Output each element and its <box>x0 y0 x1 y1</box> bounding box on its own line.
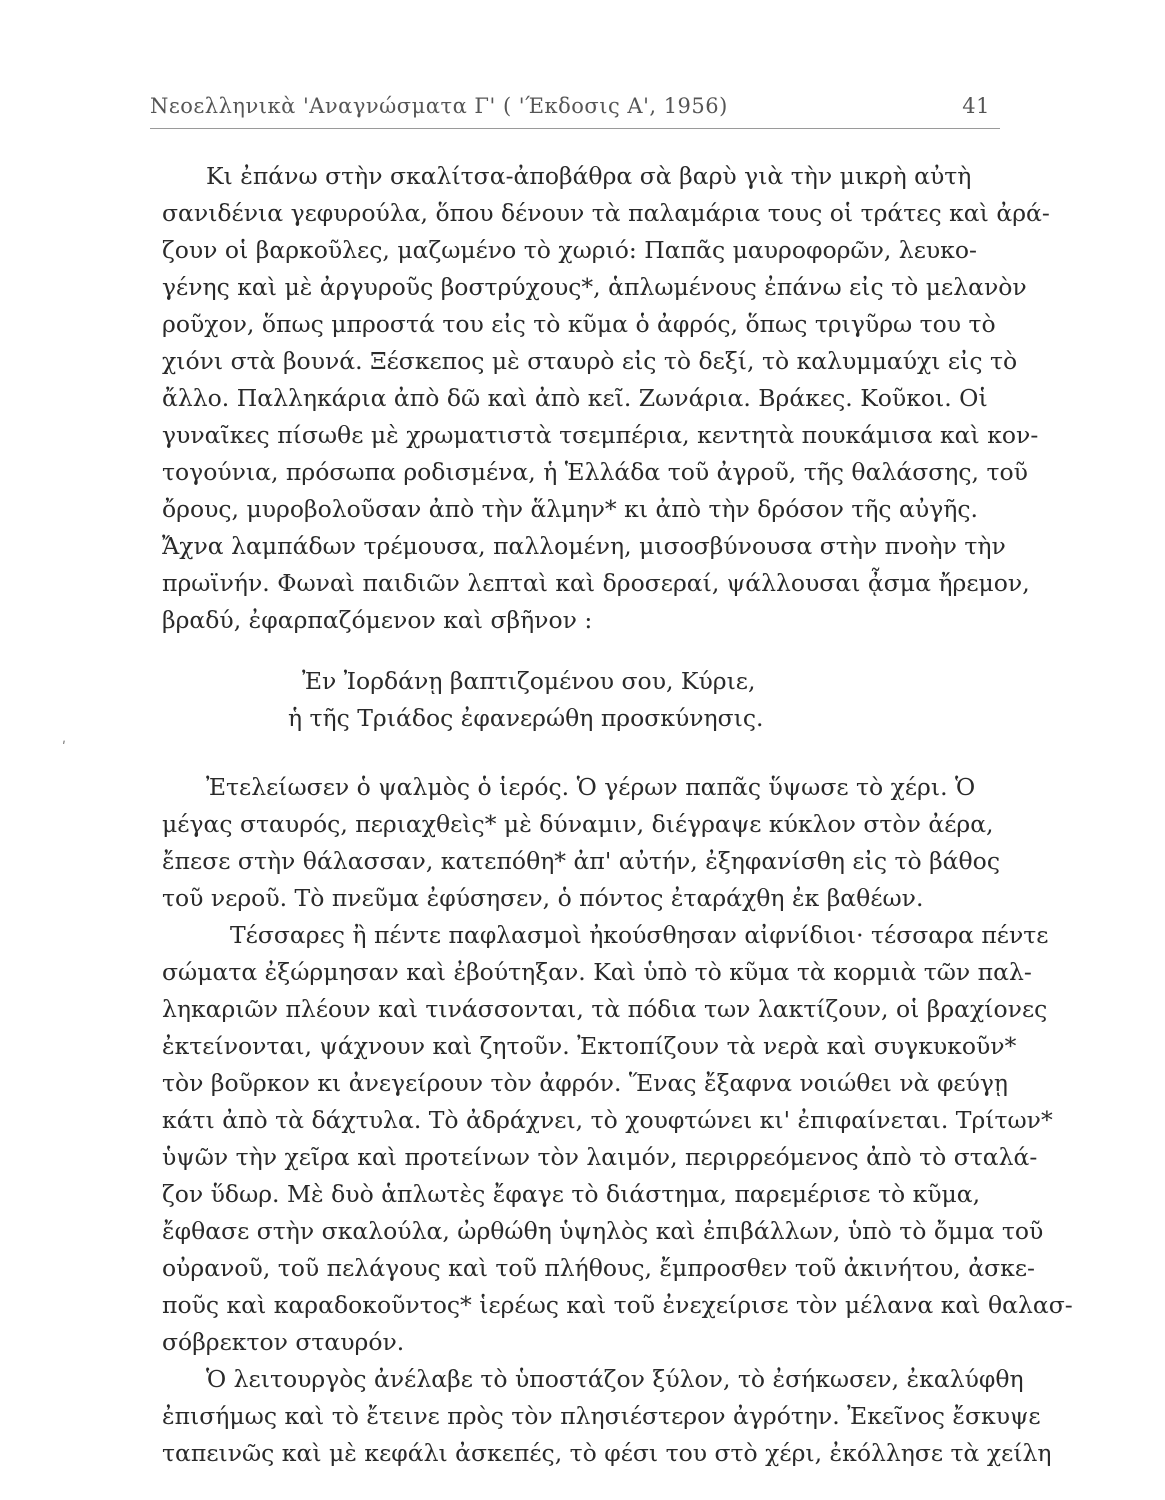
text-line: γυναῖκες πίσωθε μὲ χρωματιστὰ τσεμπέρια, κεντητὰ πουκάμισα καὶ κον- <box>162 421 1039 449</box>
text-line: ἔπεσε στὴν θάλασσαν, κατεπόθη* ἀπ' αὐτήν, ἐξηφανίσθη εἰς τὸ βάθος <box>162 847 1000 875</box>
text-line: τὸν βοῦρκον κι ἀνεγείρουν τὸν ἀφρόν. Ἕνας ἔξαφνα νοιώθει νὰ φεύγῃ <box>162 1069 1008 1097</box>
text-line: Τέσσαρες ἢ πέντε παφλασμοὶ ἠκούσθησαν αἰφνίδιοι· τέσσαρα πέντε <box>230 921 1049 949</box>
text-line: μέγας σταυρός, περιαχθεὶς* μὲ δύναμιν, διέγραψε κύκλον στὸν ἀέρα, <box>162 810 994 838</box>
body-text <box>162 158 1073 1472</box>
paragraph-3 <box>162 917 1073 1361</box>
text-line: ποῦς καὶ καραδοκοῦντος* ἱερέως καὶ τοῦ ἐνεχείρισε τὸν μέλανα καὶ θαλασ- <box>162 1291 1073 1319</box>
text-line: Ἄχνα λαμπάδων τρέμουσα, παλλομένη, μισοσβύνουσα στὴν πνοὴν τὴν <box>162 532 1006 560</box>
text-line: οὐρανοῦ, τοῦ πελάγους καὶ τοῦ πλήθους, ἔμπροσθεν τοῦ ἀκινήτου, ἀσκε- <box>162 1254 1035 1282</box>
text-line: ἐπισήμως καὶ τὸ ἔτεινε πρὸς τὸν πλησιέστερον ἀγρότην. Ἐκεῖνος ἔσκυψε <box>162 1402 1041 1430</box>
paragraph-1 <box>162 158 1050 639</box>
text-line: ἐκτείνονται, ψάχνουν καὶ ζητοῦν. Ἐκτοπίζουν τὰ νερὰ καὶ συγκυκοῦν* <box>162 1032 1017 1060</box>
header-title: Νεοελληνικὰ 'Αναγνώσματα Γ' ( 'Έκδοσις Α', 1956) <box>150 94 728 118</box>
text-line: ζον ὕδωρ. Μὲ δυὸ ἁπλωτὲς ἔφαγε τὸ διάστημα, παρεμέρισε τὸ κῦμα, <box>162 1180 981 1208</box>
text-line: ροῦχον, ὅπως μπροστά του εἰς τὸ κῦμα ὁ ἀφρός, ὅπως τριγῦρω του τὸ <box>162 310 996 338</box>
margin-mark: ʹ <box>62 740 66 756</box>
text-line: ἄλλο. Παλληκάρια ἀπὸ δῶ καὶ ἀπὸ κεῖ. Ζωνάρια. Βράκες. Κοῦκοι. Οἱ <box>162 384 988 412</box>
page-number: 41 <box>962 94 990 118</box>
text-line: τοῦ νεροῦ. Τὸ πνεῦμα ἐφύσησεν, ὁ πόντος ἐταράχθη ἐκ βαθέων. <box>162 884 924 912</box>
text-line: Κι ἐπάνω στὴν σκαλίτσα-ἀποβάθρα σὰ βαρὺ γιὰ τὴν μικρὴ αὐτὴ <box>206 162 972 190</box>
text-line: κάτι ἀπὸ τὰ δάχτυλα. Τὸ ἀδράχνει, τὸ χουφτώνει κι' ἐπιφαίνεται. Τρίτων* <box>162 1106 1053 1134</box>
text-line: σόβρεκτον σταυρόν. <box>162 1328 405 1356</box>
text-line: ζουν οἱ βαρκοῦλες, μαζωμένο τὸ χωριό: Παπᾶς μαυροφορῶν, λευκο- <box>162 236 977 264</box>
text-line: ἔφθασε στὴν σκαλούλα, ὠρθώθη ὑψηλὸς καὶ ἐπιβάλλων, ὑπὸ τὸ ὄμμα τοῦ <box>162 1217 1044 1245</box>
text-line: Ὁ λειτουργὸς ἀνέλαβε τὸ ὑποστάζον ξύλον, τὸ ἐσήκωσεν, ἐκαλύφθη <box>206 1365 1024 1393</box>
text-line: χιόνι στὰ βουνά. Ξέσκεπος μὲ σταυρὸ εἰς τὸ δεξί, τὸ καλυμμαύχι εἰς τὸ <box>162 347 1018 375</box>
text-line: σώματα ἐξώρμησαν καὶ ἐβούτηξαν. Καὶ ὑπὸ τὸ κῦμα τὰ κορμιὰ τῶν παλ- <box>162 958 1032 986</box>
paragraph-4 <box>162 1361 1052 1472</box>
verse-line: ἡ τῆς Τριάδος ἐφανερώθη προσκύνησις. <box>288 704 764 732</box>
text-line: ὄρους, μυροβολοῦσαν ἀπὸ τὴν ἅλμην* κι ἀπὸ τὴν δρόσον τῆς αὐγῆς. <box>162 495 978 523</box>
text-line: σανιδένια γεφυρούλα, ὅπου δένουν τὰ παλαμάρια τους οἱ τράτες καὶ ἀρά- <box>162 199 1050 227</box>
text-line: γένης καὶ μὲ ἀργυροῦς βοστρύχους*, ἁπλωμένους ἐπάνω εἰς τὸ μελανὸν <box>162 273 1027 301</box>
text-line: Ἐτελείωσεν ὁ ψαλμὸς ὁ ἱερός. Ὁ γέρων παπᾶς ὕψωσε τὸ χέρι. Ὁ <box>206 773 976 801</box>
verse-line: Ἐν Ἰορδάνῃ βαπτιζομένου σου, Κύριε, <box>302 667 756 695</box>
paragraph-2 <box>162 769 1012 917</box>
text-line: τογούνια, πρόσωπα ροδισμένα, ἡ Ἑλλάδα τοῦ ἀγροῦ, τῆς θαλάσσης, τοῦ <box>162 458 1028 486</box>
running-header <box>150 88 1000 129</box>
text-line: ληκαριῶν πλέουν καὶ τινάσσονται, τὰ πόδια των λακτίζουν, οἱ βραχίονες <box>162 995 1048 1023</box>
text-line: ταπεινῶς καὶ μὲ κεφάλι ἀσκεπές, τὸ φέσι του στὸ χέρι, ἐκόλλησε τὰ χείλη <box>162 1439 1052 1467</box>
verse-block <box>162 663 1012 737</box>
text-line: βραδύ, ἐφαρπαζόμενον καὶ σβῆνον : <box>162 606 593 634</box>
text-line: ὑψῶν τὴν χεῖρα καὶ προτείνων τὸν λαιμόν, περιρρεόμενος ἀπὸ τὸ σταλά- <box>162 1143 1038 1171</box>
text-line: πρωϊνήν. Φωναὶ παιδιῶν λεπταὶ καὶ δροσεραί, ψάλλουσαι ᾆσμα ἤρεμον, <box>162 569 1030 597</box>
